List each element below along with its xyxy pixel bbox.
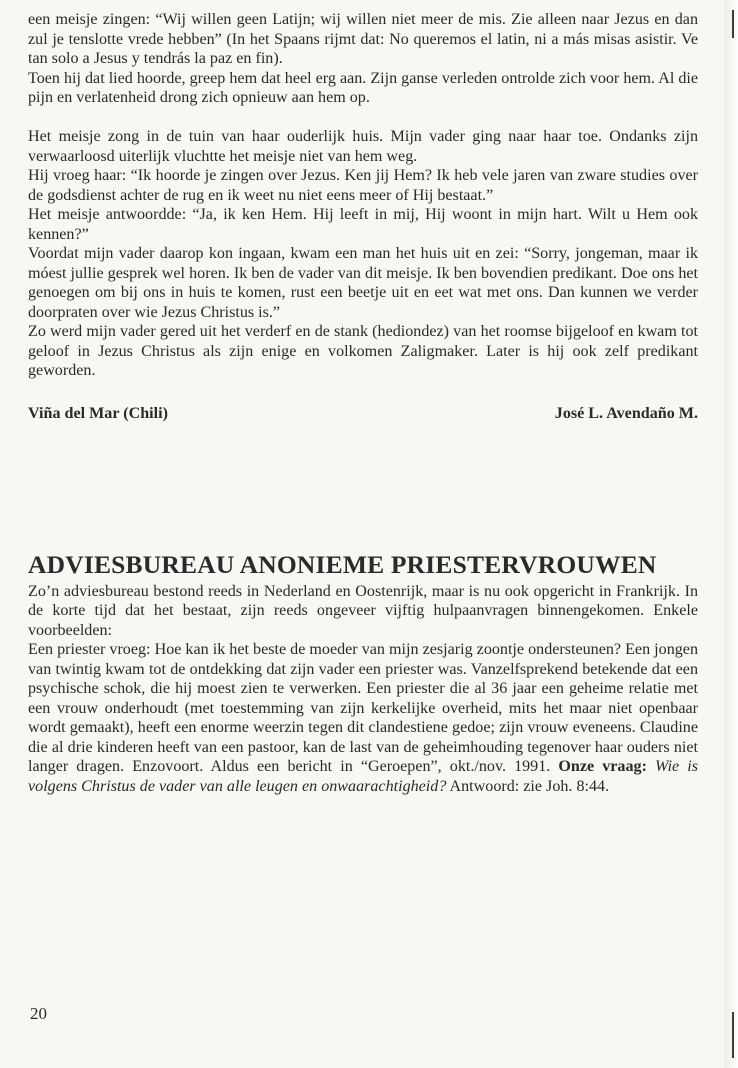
paragraph: Het meisje antwoordde: “Ja, ik ken Hem. Hij leeft in mij, Hij woont in mijn hart. Wilt u Hem ook kennen?” — [28, 206, 698, 243]
page-edge — [724, 0, 738, 1068]
signature-author: José L. Avendaño M. — [554, 404, 698, 422]
signature-place: Viña del Mar (Chili) — [28, 404, 168, 422]
signature-line — [28, 404, 698, 424]
paragraph: Zo werd mijn vader gered uit het verderf en de stank (hediondez) van het roomse bijgeloof en kwam tot geloof in Jezus Christus als zijn enige en volkomen Zaligmaker. Later is hij ook zelf predikant geworden. — [28, 323, 698, 379]
paragraph: Hij vroeg haar: “Ik hoorde je zingen over Jezus. Ken jij Hem? Ik heb vele jaren van zware studies over de godsdienst achter de rug en ik weet nu niet eens meer of Hij bestaat.” — [28, 167, 698, 204]
article-title: ADVIESBUREAU ANONIEME PRIESTERVROUWEN — [28, 549, 657, 579]
paragraph: Het meisje zong in de tuin van haar ouderlijk huis. Mijn vader ging naar haar toe. Ondanks zijn verwaarloosd uiterlijk vluchtte het meisje niet van hem weg. — [28, 128, 698, 165]
paragraph: Toen hij dat lied hoorde, greep hem dat heel erg aan. Zijn ganse verleden ontrolde zich voor hem. Al die pijn en verlatenheid drong zich opnieuw aan hem op. — [28, 69, 698, 106]
article-adviesbureau — [28, 550, 698, 797]
edge-mark-bottom — [732, 1012, 734, 1058]
paragraph: een meisje zingen: “Wij willen geen Latijn; wij willen niet meer de mis. Zie alleen naar Jezus en dan zul je tenslotte vrede hebben” (In het Spaans rijmt dat: No queremos el latin, ni a más misas asistir. Ve tan solo a Jesus y tendrás la paz en fin). — [28, 11, 698, 67]
article-body: Een priester vroeg: Hoe kan ik het beste de moeder van mijn zesjarig zoontje ondersteunen? Een jongen van twintig kwam tot de ontdekking dat zijn vader een priester was. Vanzelfsprekend betekende dat een psychische schok, die hij moest zien te verwerken. Een priester die al 36 jaar een geheime relatie met een vrouw onderhoudt (met toestemming van zijn kerkelijke overheid, mits het maar niet openbaar wordt gemaakt), heeft een enorme weerzin tegen dit clandestiene gedoe; zijn vrouw eveneens. Claudine die al drie kinderen heeft van een pastoor, kan de last van de geheimhouding tegenover haar ouders niet langer dragen. Enzovoort. Aldus een bericht in “Geroepen”, okt./nov. 1991. — [28, 641, 698, 775]
edge-mark-top — [732, 10, 734, 38]
answer-reference: Antwoord: zie Joh. 8:44. — [449, 777, 610, 795]
paragraph: Voordat mijn vader daarop kon ingaan, kwam een man het huis uit en zei: “Sorry, jongeman, maar ik móest jullie gesprek wel horen. Ik ben de vader van dit meisje. Ik ben bovendien predikant. Doe ons het genoegen om bij ons in huis te komen, rust een beetje uit en eet wat met ons. Dan kunnen we verder doorpraten over wie Jezus Christus is.” — [28, 245, 698, 321]
article-intro: Zo’n adviesbureau bestond reeds in Nederland en Oostenrijk, maar is nu ook opgericht in Frankrijk. In de korte tijd dat het bestaat, zijn reeds ongeveer vijftig hulpaanvragen binnengekomen. Enkele voorbeelden: — [28, 582, 698, 639]
question-label: Onze vraag: — [558, 758, 647, 775]
question-text: Wie is volgens Christus de vader van alle leugen en onwaarachtigheid? — [28, 758, 699, 795]
paragraph-gap — [28, 108, 698, 128]
page-content — [28, 10, 698, 796]
page-number: 20 — [30, 1004, 47, 1023]
article-body-paragraph — [28, 640, 698, 796]
article-testimony — [28, 10, 698, 424]
